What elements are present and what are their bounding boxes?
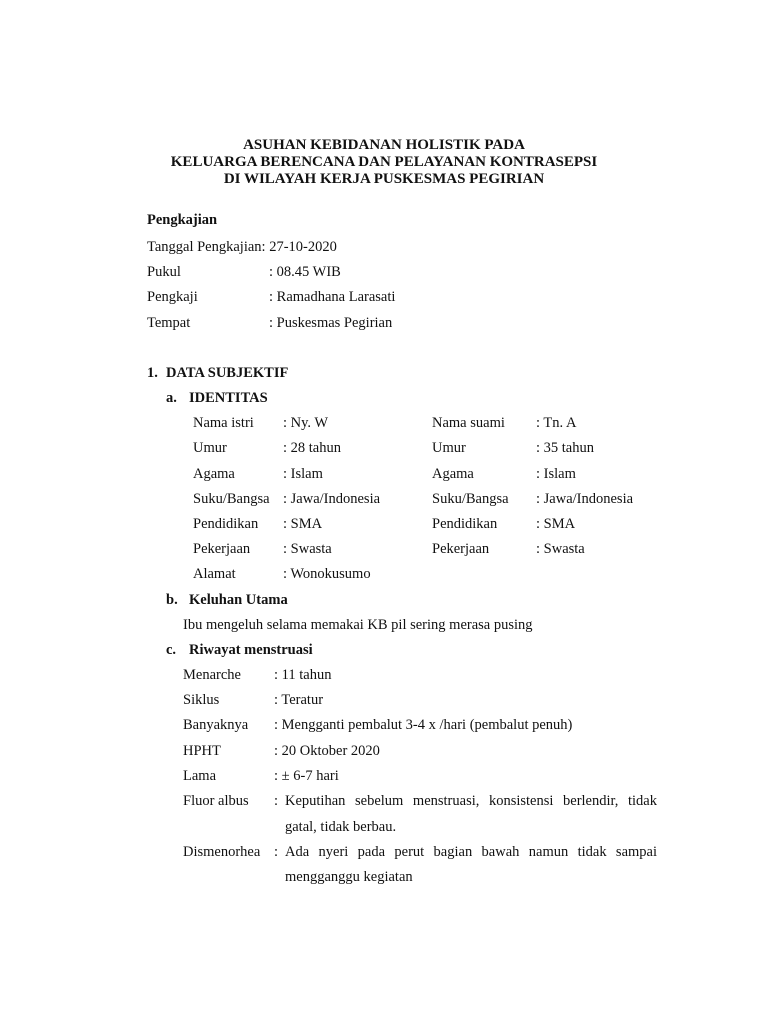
dismenorhea-label: Dismenorhea (183, 844, 261, 860)
suami-label-nama: Nama suami (432, 415, 505, 431)
istri-value-nama: : Ny. W (283, 415, 329, 431)
suami-value-agama: : Islam (536, 466, 576, 482)
identitas-heading: IDENTITAS (189, 390, 268, 406)
istri-value-suku: : Jawa/Indonesia (283, 491, 381, 507)
istri-label-suku: Suku/Bangsa (193, 491, 270, 507)
hpht-label: HPHT (183, 743, 221, 759)
tempat-label: Tempat (147, 315, 191, 331)
istri-label-pekerjaan: Pekerjaan (193, 541, 251, 557)
istri-label-umur: Umur (193, 440, 227, 456)
document-title-line-3: DI WILAYAH KERJA PUSKESMAS PEGIRIAN (223, 171, 545, 187)
banyaknya-value: : Mengganti pembalut 3-4 x /hari (pembalut penuh) (274, 717, 573, 733)
document-title-line-2: KELUARGA BERENCANA DAN PELAYANAN KONTRASEPSI (170, 154, 598, 170)
suami-label-umur: Umur (432, 440, 466, 456)
pukul-value: : 08.45 WIB (269, 264, 341, 280)
banyaknya-label: Banyaknya (183, 717, 249, 733)
menstruasi-heading: Riwayat menstruasi (189, 642, 313, 658)
siklus-value: : Teratur (274, 692, 324, 708)
pengkaji-value: : Ramadhana Larasati (269, 289, 396, 305)
fluor-label: Fluor albus (183, 793, 249, 809)
suami-value-nama: : Tn. A (536, 415, 577, 431)
menarche-value: : 11 tahun (274, 667, 332, 683)
istri-value-pekerjaan: : Swasta (283, 541, 332, 557)
menstruasi-letter: c. (166, 642, 177, 658)
suami-label-pendidikan: Pendidikan (432, 516, 498, 532)
suami-value-suku: : Jawa/Indonesia (536, 491, 634, 507)
section-1-number: 1. (147, 365, 158, 381)
fluor-line-1: Keputihan sebelum menstruasi, konsistensi berlendir, tidak (285, 793, 657, 809)
keluhan-letter: b. (166, 592, 178, 608)
istri-label-agama: Agama (193, 466, 235, 482)
identitas-letter: a. (166, 390, 177, 406)
section-1-heading: DATA SUBJEKTIF (166, 365, 289, 381)
dismenorhea-line-2: mengganggu kegiatan (285, 869, 413, 885)
tanggal-pengkajian: Tanggal Pengkajian: 27-10-2020 (147, 239, 337, 255)
istri-value-pendidikan: : SMA (283, 516, 323, 532)
suami-label-agama: Agama (432, 466, 474, 482)
pengkajian-heading: Pengkajian (147, 212, 218, 228)
suami-label-pekerjaan: Pekerjaan (432, 541, 490, 557)
istri-value-umur: : 28 tahun (283, 440, 341, 456)
dismenorhea-colon: : (274, 844, 279, 860)
keluhan-heading: Keluhan Utama (189, 592, 288, 608)
istri-label-pendidikan: Pendidikan (193, 516, 259, 532)
suami-value-pendidikan: : SMA (536, 516, 576, 532)
document-title-line-1: ASUHAN KEBIDANAN HOLISTIK PADA (243, 137, 525, 153)
pengkaji-label: Pengkaji (147, 289, 198, 305)
istri-value-agama: : Islam (283, 466, 323, 482)
fluor-colon: : (274, 793, 279, 809)
fluor-line-2: gatal, tidak berbau. (285, 819, 397, 835)
tempat-value: : Puskesmas Pegirian (269, 315, 393, 331)
lama-value: : ± 6-7 hari (274, 768, 339, 784)
istri-value-alamat: : Wonokusumo (283, 566, 371, 582)
siklus-label: Siklus (183, 692, 220, 708)
lama-label: Lama (183, 768, 217, 784)
hpht-value: : 20 Oktober 2020 (274, 743, 380, 759)
keluhan-text: Ibu mengeluh selama memakai KB pil sering merasa pusing (183, 617, 533, 633)
suami-label-suku: Suku/Bangsa (432, 491, 509, 507)
istri-label-alamat: Alamat (193, 566, 236, 582)
istri-label-nama: Nama istri (193, 415, 254, 431)
dismenorhea-line-1: Ada nyeri pada perut bagian bawah namun tidak sampai (285, 844, 657, 860)
suami-value-umur: : 35 tahun (536, 440, 594, 456)
pukul-label: Pukul (147, 264, 181, 280)
suami-value-pekerjaan: : Swasta (536, 541, 585, 557)
menarche-label: Menarche (183, 667, 241, 683)
